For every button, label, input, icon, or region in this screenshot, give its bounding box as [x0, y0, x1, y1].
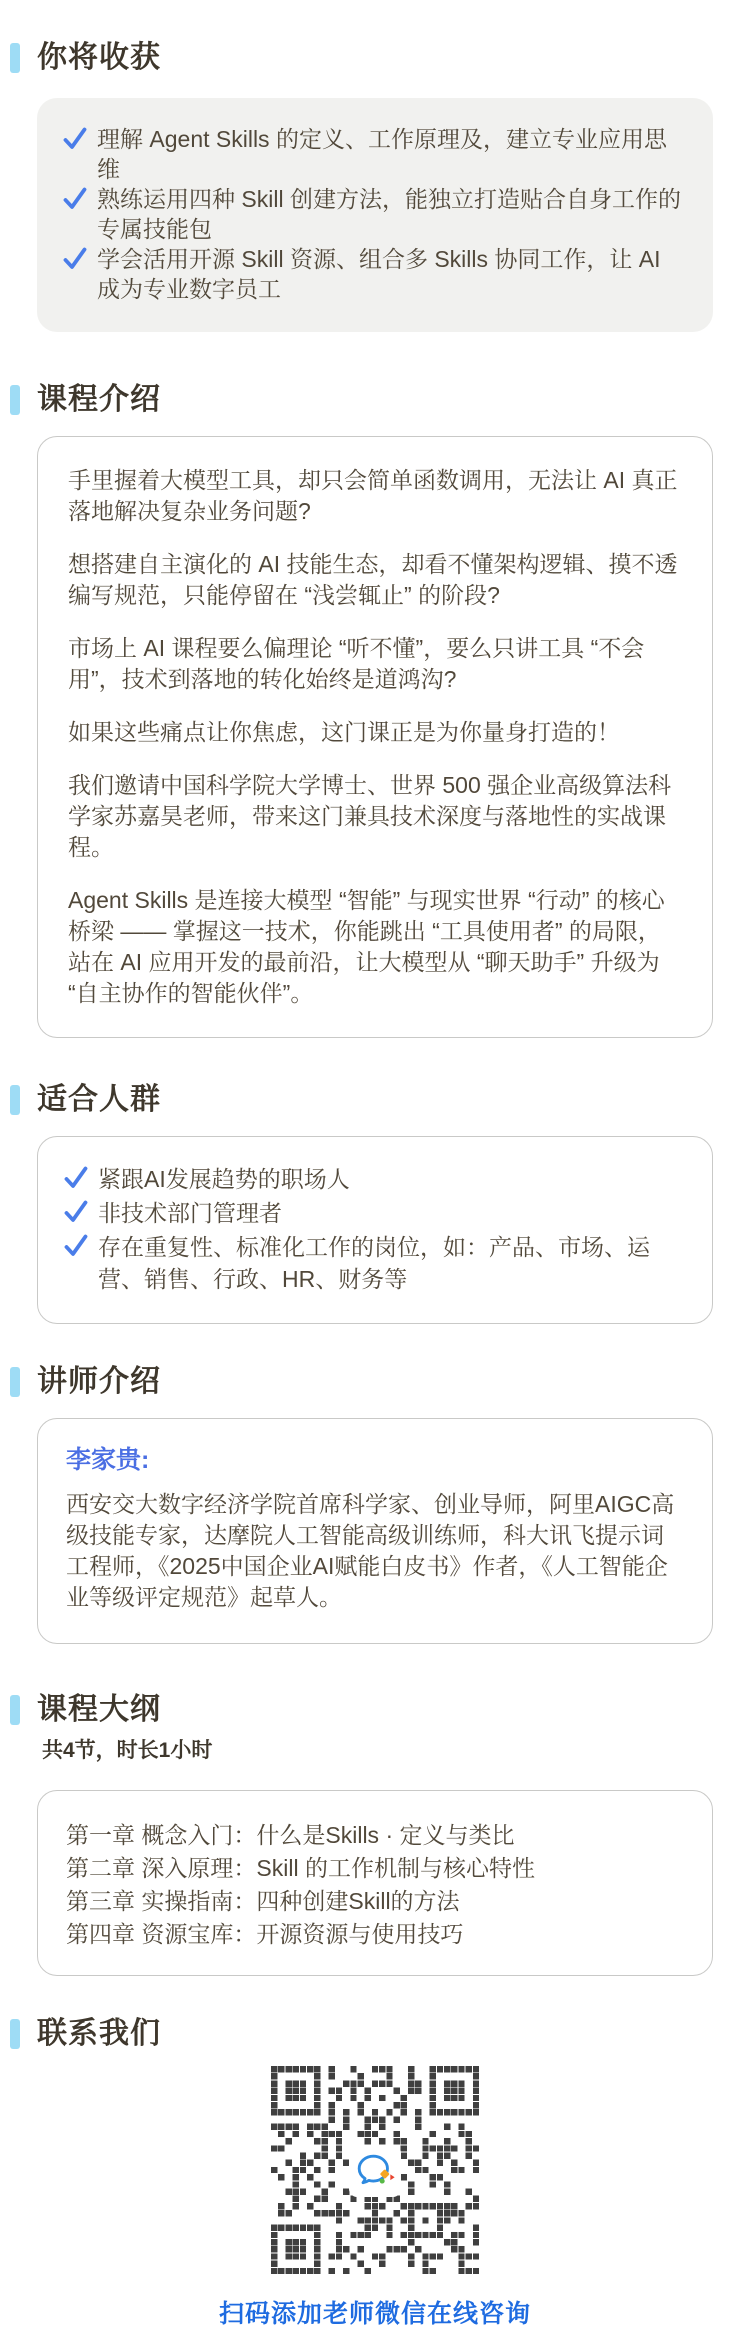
- section-accent-bar: [10, 1367, 20, 1397]
- audience-text: 紧跟AI发展趋势的职场人: [98, 1166, 350, 1192]
- section-accent-bar: [10, 1695, 20, 1725]
- section-title-audience: 适合人群: [37, 1083, 161, 1116]
- wechat-qr-code: [271, 2066, 480, 2275]
- intro-paragraph: 如果这些痛点让你焦虑，这门课正是为你量身打造的！: [68, 719, 620, 745]
- audience-item: [64, 1231, 684, 1295]
- section-accent-bar: [10, 1085, 20, 1115]
- intro-paragraph: 市场上 AI 课程要么偏理论 “听不懂”，要么只讲工具 “不会用”，技术到落地的转化始终是道鸿沟?: [68, 635, 645, 692]
- gains-card: [37, 98, 713, 332]
- check-icon: [63, 127, 87, 151]
- section-header: [10, 40, 750, 76]
- gain-text: 学会活用开源 Skill 资源、组合多 Skills 协同工作，让 AI 成为专业数字员工: [97, 246, 661, 302]
- section-header: [10, 1082, 750, 1118]
- section-title-intro: 课程介绍: [37, 383, 161, 416]
- chapter-item: 第二章 深入原理：Skill 的工作机制与核心特性: [66, 1855, 535, 1881]
- audience-item: [64, 1163, 684, 1195]
- gain-text: 熟练运用四种 Skill 创建方法，能独立打造贴合自身工作的专属技能包: [97, 186, 681, 242]
- section-accent-bar: [10, 2019, 20, 2049]
- intro-paragraph: Agent Skills 是连接大模型 “智能” 与现实世界 “行动” 的核心桥梁 —— 掌握这一技术，你能跳出 “工具使用者” 的局限，站在 AI 应用开发的最前沿，让大模型从 “聊天助手” 升级为 “自主协作的智能伙伴”。: [68, 887, 665, 1006]
- section-title-instructor: 讲师介绍: [37, 1365, 161, 1398]
- section-contact: [0, 2016, 750, 2331]
- check-icon: [64, 1200, 88, 1224]
- check-icon: [63, 247, 87, 271]
- section-title-gains: 你将收获: [37, 41, 161, 74]
- section-header: [10, 1692, 750, 1728]
- section-header: [10, 382, 750, 418]
- qr-caption: 扫码添加老师微信在线咨询: [218, 2300, 531, 2328]
- intro-paragraph: 我们邀请中国科学院大学博士、世界 500 强企业高级算法科学家苏嘉昊老师，带来这门兼具技术深度与落地性的实战课程。: [68, 772, 672, 860]
- instructor-bio: 西安交大数字经济学院首席科学家、创业导师，阿里AIGC高级技能专家，达摩院人工智能高级训练师，科大讯飞提示词工程师，《2025中国企业AI赋能白皮书》作者，《人工智能企业等级评定规范》起草人。: [66, 1491, 675, 1610]
- check-icon: [63, 187, 87, 211]
- section-accent-bar: [10, 43, 20, 73]
- chapter-item: 第一章 概念入门：什么是Skills · 定义与类比: [66, 1822, 515, 1848]
- section-audience: [0, 1082, 750, 1324]
- intro-paragraph: 手里握着大模型工具，却只会简单函数调用，无法让 AI 真正落地解决复杂业务问题?: [68, 467, 678, 524]
- audience-text: 非技术部门管理者: [98, 1200, 282, 1226]
- outline-subtitle: 共4节，时长1小时: [42, 1739, 213, 1762]
- section-instructor: [0, 1364, 750, 1644]
- intro-paragraph: 想搭建自主演化的 AI 技能生态，却看不懂架构逻辑、摸不透编写规范，只能停留在 “浅尝辄止” 的阶段?: [68, 551, 678, 608]
- section-intro: [0, 382, 750, 1038]
- section-gains: [0, 40, 750, 332]
- check-icon: [64, 1234, 88, 1258]
- audience-card: [37, 1136, 713, 1324]
- section-header: [10, 2016, 750, 2052]
- section-title-outline: 课程大纲: [37, 1693, 161, 1726]
- section-header: [10, 1364, 750, 1400]
- intro-card: [37, 436, 713, 1038]
- chapter-item: 第三章 实操指南：四种创建Skill的方法: [66, 1888, 460, 1914]
- wecom-chat-bubble-icon: [349, 2145, 401, 2197]
- check-icon: [64, 1166, 88, 1190]
- instructor-card: [37, 1418, 713, 1644]
- section-accent-bar: [10, 385, 20, 415]
- section-outline: [0, 1692, 750, 1976]
- audience-text: 存在重复性、标准化工作的岗位，如：产品、市场、运营、销售、行政、HR、财务等: [98, 1234, 650, 1292]
- gain-item: [63, 184, 685, 244]
- section-title-contact: 联系我们: [37, 2017, 161, 2050]
- instructor-name: 李家贵:: [66, 1446, 150, 1474]
- audience-item: [64, 1197, 684, 1229]
- gain-item: [63, 244, 685, 304]
- gain-text: 理解 Agent Skills 的定义、工作原理及，建立专业应用思维: [97, 126, 667, 182]
- chapter-item: 第四章 资源宝库：开源资源与使用技巧: [66, 1921, 464, 1947]
- outline-card: [37, 1790, 713, 1976]
- gain-item: [63, 124, 685, 184]
